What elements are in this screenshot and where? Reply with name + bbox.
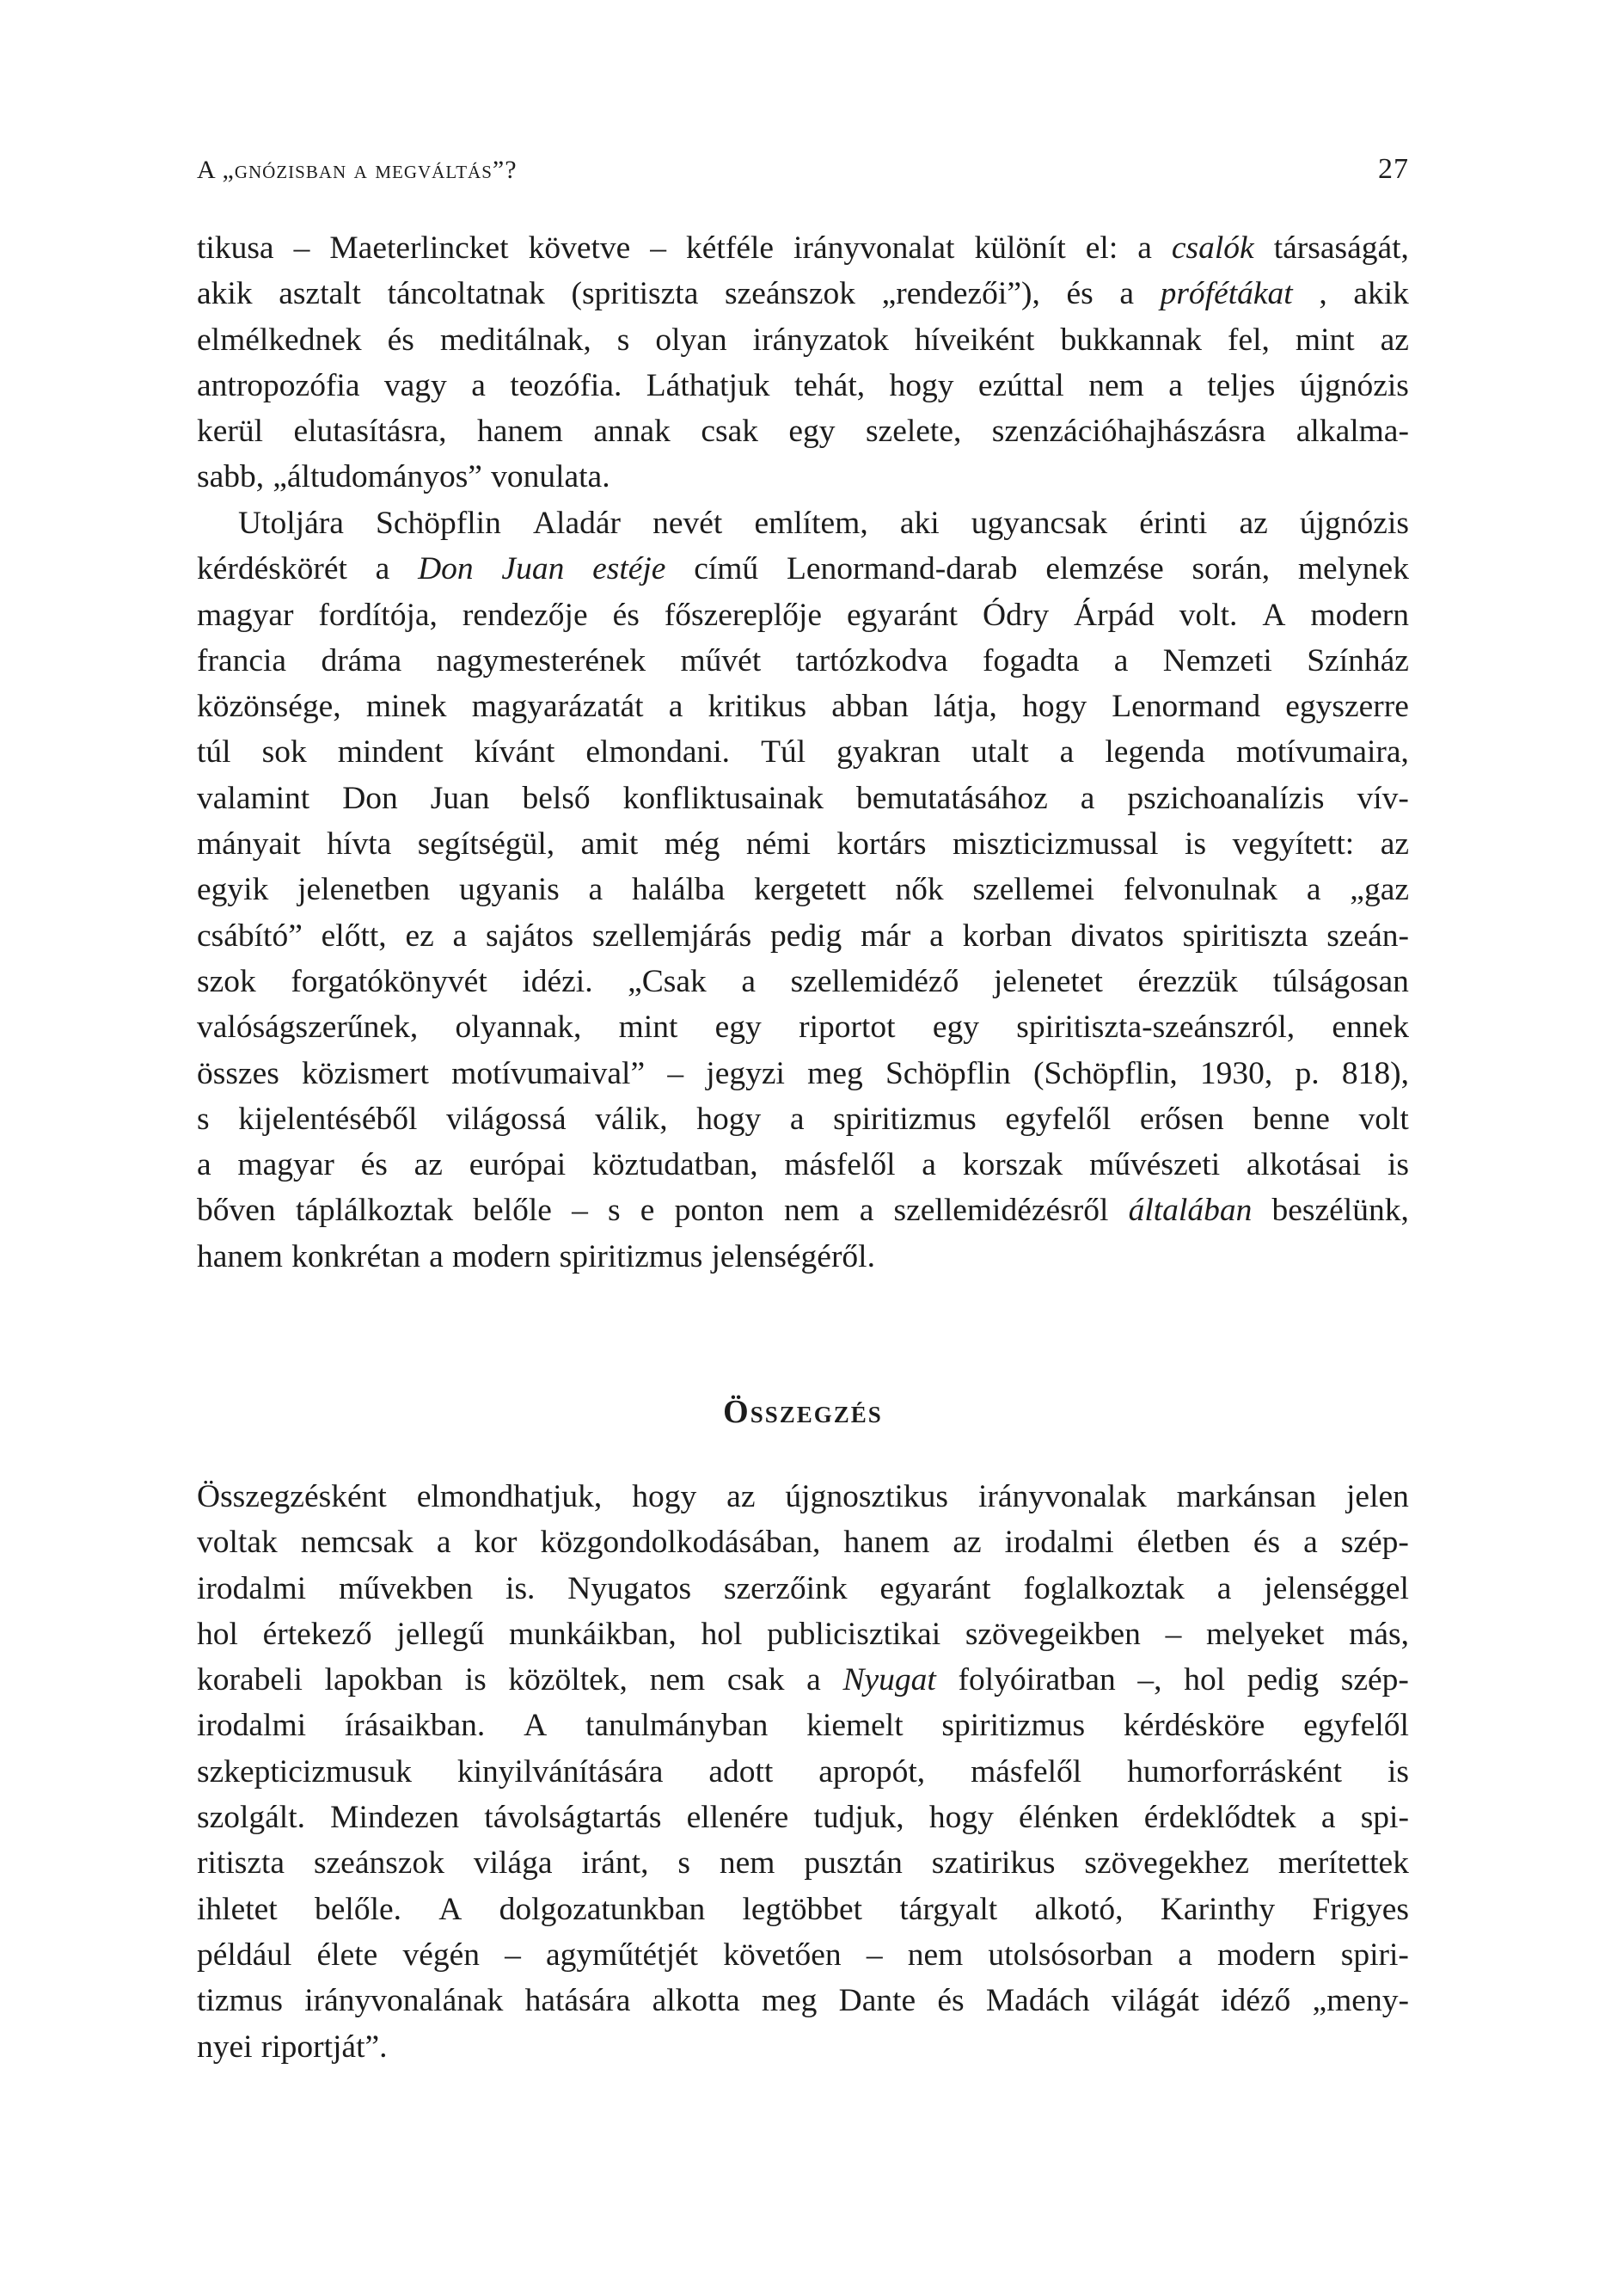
text-line: ritiszta szeánszok világa iránt, s nem pusztán szatirikus szövegekhez merítettek [197, 1845, 1409, 1882]
text-line: például élete végén – agyműtétjét követően – nem utolsósorban a modern spiri- [197, 1937, 1409, 1973]
page-number: 27 [1378, 153, 1409, 185]
text-line: közönsége, minek magyarázatát a kritikus abban látja, hogy Lenormand egyszerre [197, 689, 1409, 725]
text-line: túl sok mindent kívánt elmondani. Túl gyakran utalt a legenda motívumaira, [197, 734, 1409, 770]
text-line: valóságszerűnek, olyannak, mint egy riportot egy spiritiszta-szeánszról, ennek [197, 1010, 1409, 1046]
text-line: nyei riportját”. [197, 2029, 388, 2065]
text-line: a magyar és az európai köztudatban, másfelől a korszak művészeti alkotásai is [197, 1147, 1409, 1183]
running-head [197, 153, 1409, 186]
text-line: antropozófia vagy a teozófia. Láthatjuk tehát, hogy ezúttal nem a teljes újgnózis [197, 367, 1409, 403]
text-line: bőven táplálkoztak belőle – s e ponton nem a szellemidézésről általában beszélünk, [197, 1193, 1409, 1229]
text-line: magyar fordítója, rendezője és főszereplője egyaránt Ódry Árpád volt. A modern [197, 597, 1409, 633]
text-line: kérdéskörét a Don Juan estéje című Lenormand-darab elemzése során, melynek [197, 551, 1409, 587]
text-line: Összegzésként elmondhatjuk, hogy az újgnosztikus irányvonalak markánsan jelen [197, 1479, 1409, 1514]
text-line: ihletet belőle. A dolgozatunkban legtöbbet tárgyalt alkotó, Karinthy Frigyes [197, 1891, 1409, 1927]
text-line: voltak nemcsak a kor közgondolkodásában, hanem az irodalmi életben és a szép- [197, 1525, 1409, 1561]
text-line: hanem konkrétan a modern spiritizmus jelenségéről. [197, 1238, 875, 1274]
paragraph-continued [197, 225, 1409, 500]
text-line: szok forgatókönyvét idézi. „Csak a szellemidéző jelenetet érezzük túlságosan [197, 963, 1409, 999]
text-line: irodalmi művekben is. Nyugatos szerzőink egyaránt foglalkoztak a jelenséggel [197, 1570, 1409, 1606]
paragraph-summary [197, 1474, 1409, 2070]
text-line: korabeli lapokban is közöltek, nem csak a Nyugat folyóiratban –, hol pedig szép- [197, 1662, 1409, 1698]
text-line: elmélkednek és meditálnak, s olyan irányzatok híveiként bukkannak fel, mint az [197, 322, 1409, 358]
text-line: hol értekező jellegű munkáikban, hol publicisztikai szövegeikben – melyeket más, [197, 1616, 1409, 1652]
text-line: francia dráma nagymesterének művét tartózkodva fogadta a Nemzeti Színház [197, 642, 1409, 678]
text-line: összes közismert motívumaival” – jegyzi meg Schöpflin (Schöpflin, 1930, p. 818), [197, 1055, 1409, 1091]
paragraph-schopflin [197, 500, 1409, 1280]
text-line: szolgált. Mindezen távolságtartás ellenére tudjuk, hogy élénken érdeklődtek a spi- [197, 1800, 1409, 1836]
text-line: s kijelentéséből világossá válik, hogy a spiritizmus egyfelől erősen benne volt [197, 1101, 1409, 1137]
text-line: valamint Don Juan belső konfliktusainak bemutatásához a pszichoanalízis vív- [197, 780, 1409, 816]
text-line: tikusa – Maeterlincket követve – kétféle irányvonalat különít el: a csalók társaságát, [197, 230, 1409, 266]
text-line: kerül elutasításra, hanem annak csak egy szelete, szenzációhajhászásra alkalma- [197, 414, 1409, 450]
text-line: tizmus irányvonalának hatására alkotta meg Dante és Madách világát idéző „meny- [197, 1983, 1409, 2019]
section-heading: Összegzés [723, 1394, 883, 1430]
running-head-title: A „gnózisban a megváltás”? [197, 156, 518, 184]
text-line: csábító” előtt, ez a sajátos szellemjárás pedig már a korban divatos spiritiszta szeán- [197, 918, 1409, 954]
text-line: akik asztalt táncoltatnak (spritiszta szeánszok „rendezői”), és a prófétákat , akik [197, 276, 1409, 312]
text-line: mányait hívta segítségül, amit még némi kortárs miszticizmussal is vegyített: az [197, 826, 1409, 863]
text-line: egyik jelenetben ugyanis a halálba kergetett nők szellemei felvonulnak a „gaz [197, 872, 1409, 908]
text-line: sabb, „áltudományos” vonulata. [197, 459, 610, 495]
text-line: Utoljára Schöpflin Aladár nevét említem, aki ugyancsak érinti az újgnózis [238, 506, 1409, 541]
text-line: szkepticizmusuk kinyilvánítására adott apropót, másfelől humorforrásként is [197, 1753, 1409, 1790]
text-line: irodalmi írásaikban. A tanulmányban kiemelt spiritizmus kérdésköre egyfelől [197, 1708, 1409, 1744]
